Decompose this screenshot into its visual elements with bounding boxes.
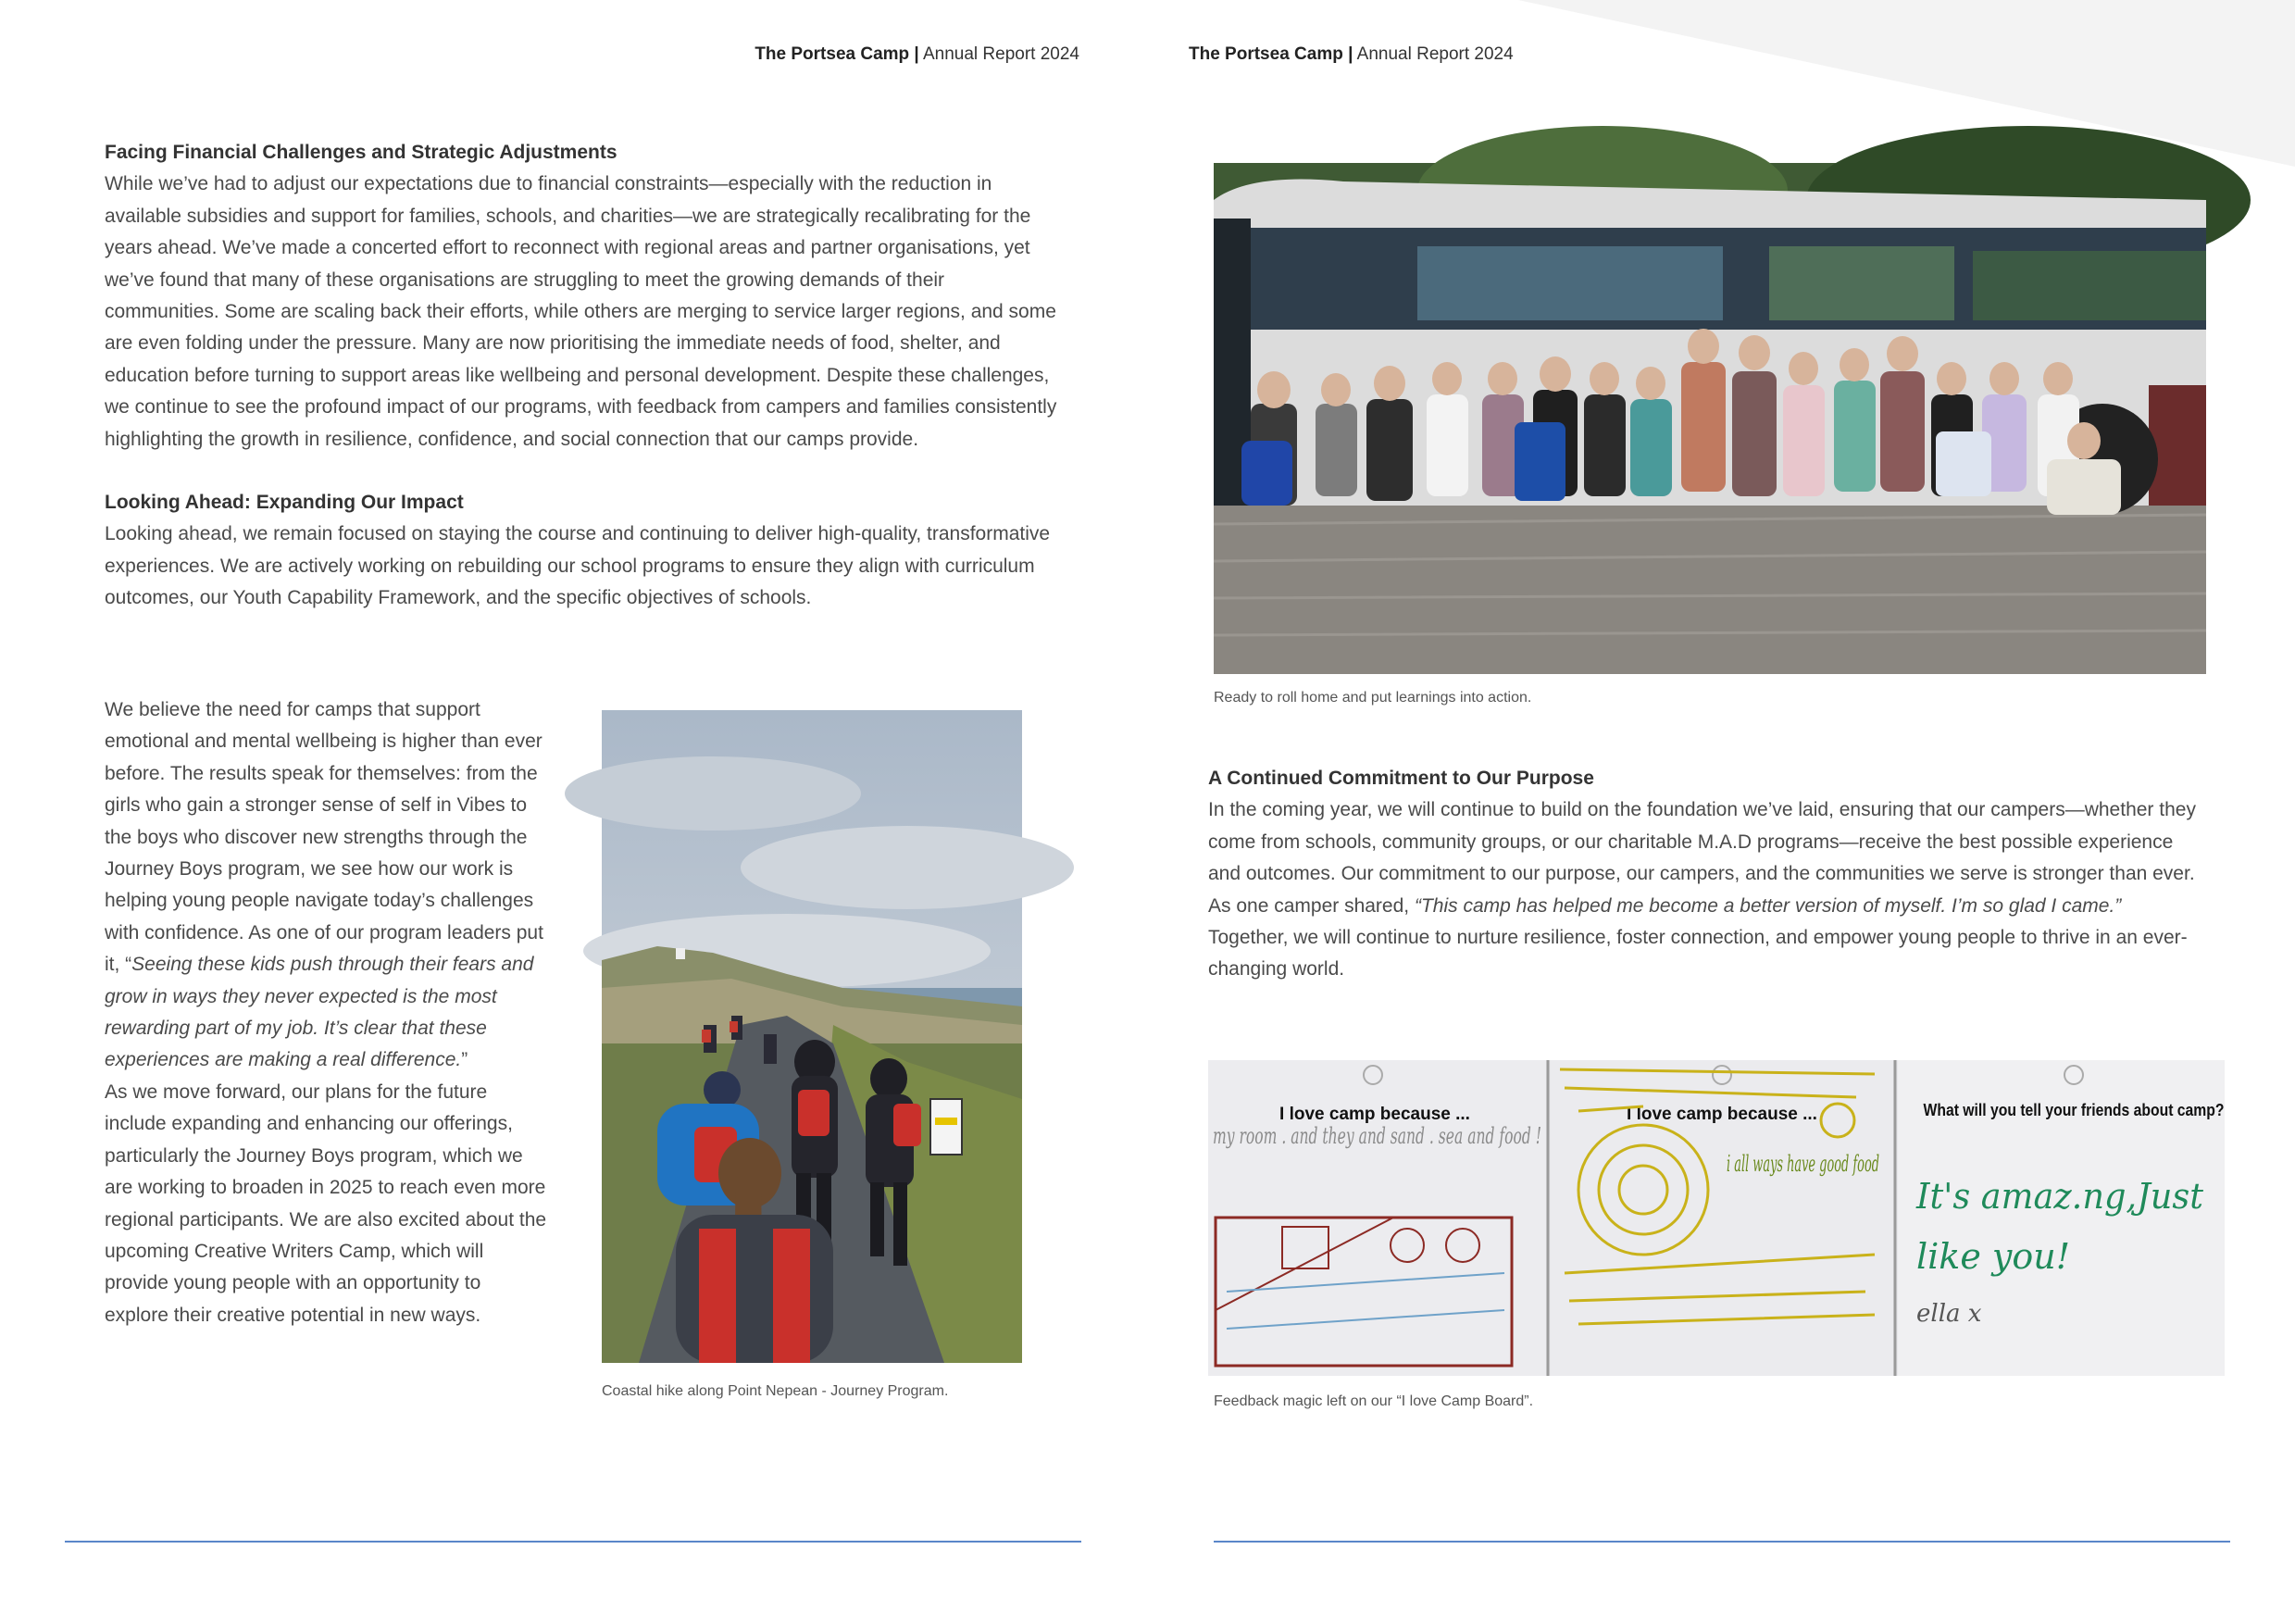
right-page-text bbox=[1208, 763, 2199, 986]
board-card3-handwriting-line2: like you! bbox=[1916, 1236, 2070, 1277]
section-body-financial: While we’ve had to adjust our expectations due to financial constraints—especially with the reduction in available subsidies and support for families, schools, and charities—we are strategically recalibrating for the years ahead. We’ve made a concerted effort to reconnect with regional areas and partner organisations, yet we’ve found that many of these organisations are struggling to meet the growing demands of their communities. Some are scaling back their efforts, while others are merging to service larger regions, and some are even folding under the pressure. Many are now prioritising the immediate needs of food, shelter, and education before turning to support areas like wellbeing and personal development. Despite these challenges, we continue to see the profound impact of our programs, with feedback from campers and families consistently highlighting the growth in resilience, confidence, and social connection that our camps provide. bbox=[105, 173, 1057, 450]
header-brand: The Portsea Camp | bbox=[1189, 44, 1353, 64]
body-start: In the coming year, we will continue to build on the foundation we’ve laid, ensuring that our campers—whether they come from schools, community groups, or our charitable M.A.D programs—receive the best possible experience and outcomes. Our commitment to our purpose, our campers, and the communities we serve is stronger than ever. As one camper shared, bbox=[1208, 799, 2196, 917]
bus-photo-caption: Ready to roll home and put learnings into action. bbox=[1214, 690, 1532, 706]
header-title: Annual Report 2024 bbox=[1353, 44, 1514, 64]
body-start: We believe the need for camps that support emotional and mental wellbeing is higher than ever before. The results speak for themselves: from the girls who gain a stronger sense of self in Vibes to the boys who discover new strengths through the Journey Boys program, we see how our work is helping young people navigate today’s challenges with confidence. As one of our program leaders put it, “ bbox=[105, 699, 543, 976]
section-heading-looking-ahead: Looking Ahead: Expanding Our Impact bbox=[105, 492, 464, 514]
hike-photo-caption: Coastal hike along Point Nepean - Journey Program. bbox=[602, 1383, 949, 1399]
footer-rule-right bbox=[1214, 1541, 2230, 1543]
board-card2-title: I love camp because ... bbox=[1627, 1105, 1817, 1124]
board-card3-handwriting-line1: It's amaz.ng,Just bbox=[1915, 1176, 2204, 1217]
board-photo-caption: Feedback magic left on our “I love Camp Board”. bbox=[1214, 1393, 1534, 1409]
section-heading-commitment: A Continued Commitment to Our Purpose bbox=[1208, 768, 1594, 789]
leader-quote: Seeing these kids push through their fears and grow in ways they never expected is the most rewarding part of my job. It’s clear that these experiences are making a real difference. bbox=[105, 954, 534, 1071]
left-page-text-narrow bbox=[105, 694, 549, 1331]
bus-group-photo bbox=[1214, 163, 2206, 674]
board-card3-title: What will you tell your friends about camp? bbox=[1923, 1101, 2225, 1119]
quote-close: ” bbox=[461, 1049, 468, 1071]
section-body-future: As we move forward, our plans for the future include expanding and enhancing our offerings, particularly the Journey Boys program, which we are working to broaden in 2025 to reach even more regional participants. We are also excited about the upcoming Creative Writers Camp, which will provide young people with an opportunity to explore their creative potential in new ways. bbox=[105, 1081, 547, 1326]
running-header-right bbox=[1189, 44, 1514, 65]
feedback-board-photo bbox=[1208, 1060, 2225, 1376]
board-card1-title: I love camp because ... bbox=[1279, 1105, 1470, 1124]
header-title: Annual Report 2024 bbox=[918, 44, 1079, 64]
section-body-commitment bbox=[1208, 794, 2199, 922]
board-card2-handwriting: i all ways have good food bbox=[1727, 1151, 1879, 1177]
section-body-together: Together, we will continue to nurture resilience, foster connection, and empower young people to thrive in an ever-changing world. bbox=[1208, 927, 2188, 981]
left-page-text-top bbox=[105, 137, 1058, 615]
running-header-left bbox=[755, 44, 1079, 65]
footer-rule-left bbox=[65, 1541, 1081, 1543]
board-card3-signature: ella x bbox=[1916, 1300, 1982, 1328]
board-card1-handwriting: my room . and they and sand . sea and food ! bbox=[1213, 1123, 1541, 1149]
section-body-wellbeing bbox=[105, 694, 549, 1077]
header-brand: The Portsea Camp | bbox=[755, 44, 919, 64]
camper-quote: “This camp has helped me become a better version of myself. I’m so glad I came.” bbox=[1414, 894, 2122, 917]
section-heading-financial: Facing Financial Challenges and Strategic Adjustments bbox=[105, 142, 617, 163]
section-body-looking-ahead: Looking ahead, we remain focused on staying the course and continuing to deliver high-quality, transformative experiences. We are actively working on rebuilding our school programs to ensure they align with curriculum outcomes, our Youth Capability Framework, and the specific objectives of schools. bbox=[105, 523, 1051, 609]
coastal-hike-photo bbox=[602, 710, 1022, 1363]
